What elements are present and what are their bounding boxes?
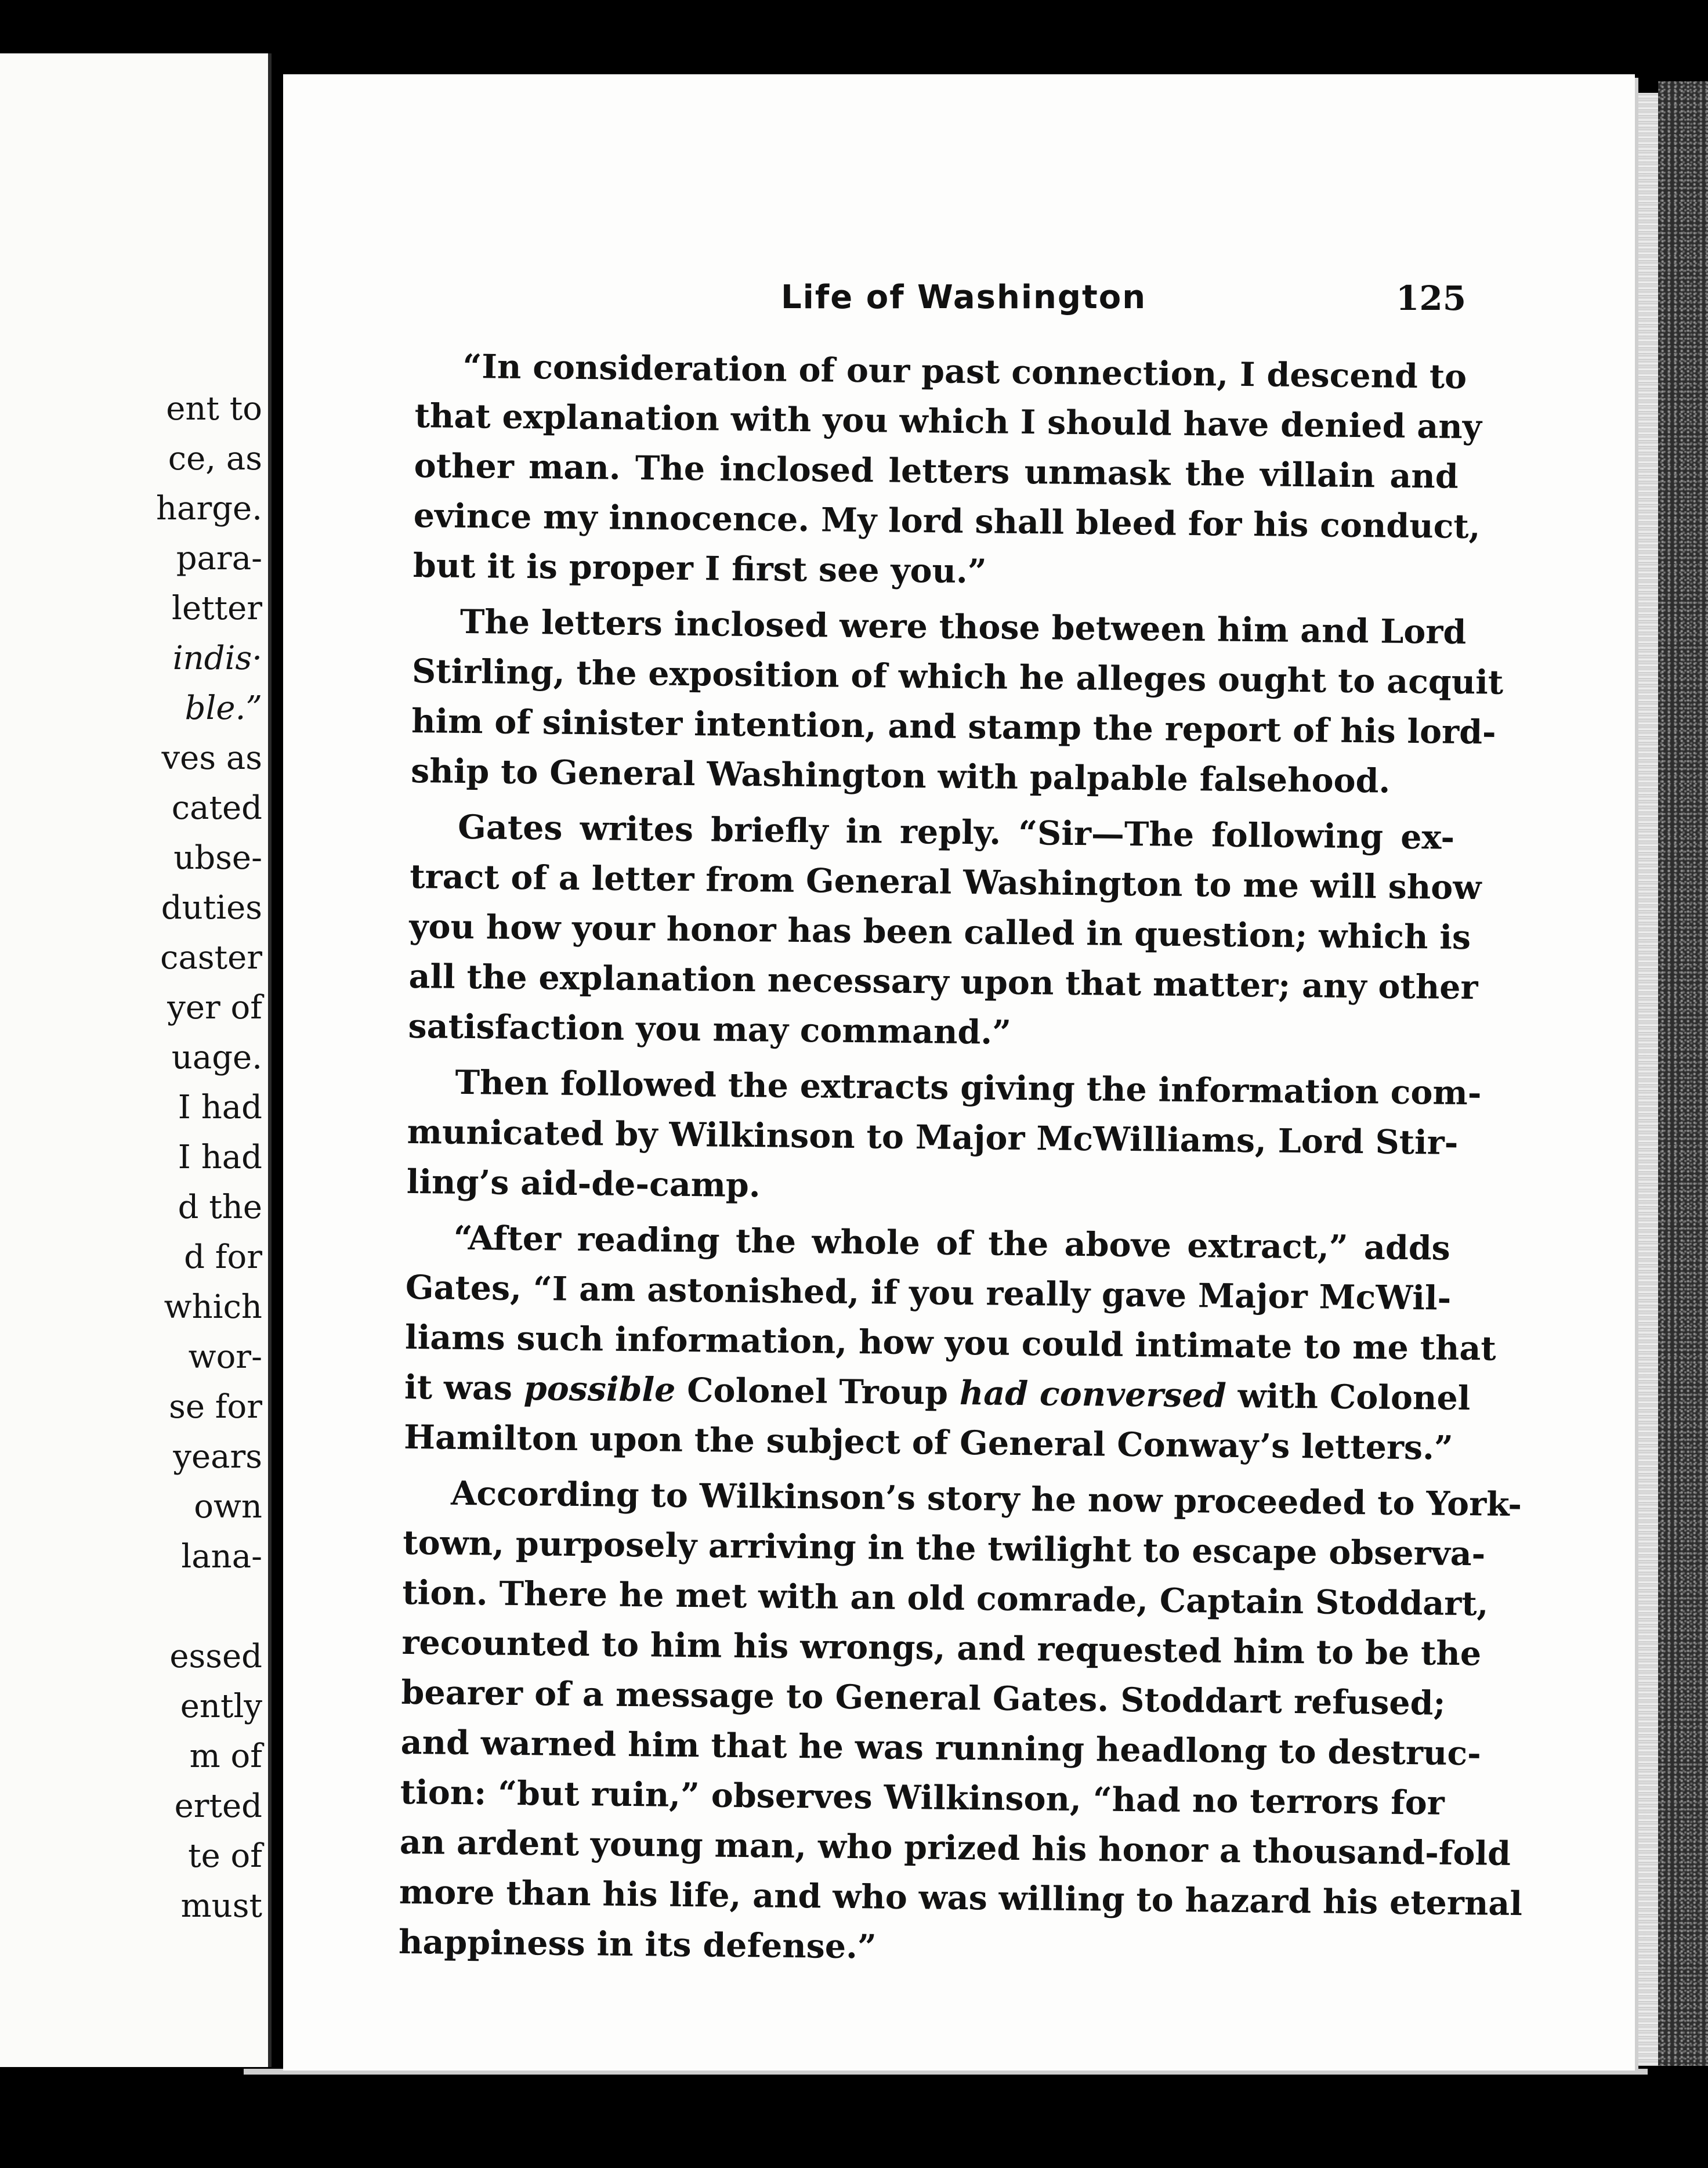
left-page-line: indis·	[172, 639, 262, 677]
left-page-line: m of	[189, 1737, 262, 1775]
left-page-line: I had	[178, 1139, 262, 1176]
text-line: The letters inclosed were those between him and Lord	[459, 602, 1467, 652]
text-line: and warned him that he was running headlong to destruc-	[400, 1722, 1482, 1773]
text-line: happiness in its defense.”	[398, 1922, 877, 1967]
book-page	[283, 74, 1635, 2071]
left-page-text	[88, 384, 268, 1931]
page-number: 125	[1396, 279, 1467, 318]
text-line: Gates writes briefly in reply. “Sir—The following ex-	[457, 807, 1455, 857]
left-page-line: wor-	[188, 1338, 262, 1376]
text-line: According to Wilkinson’s story he now proceeded to York-	[450, 1473, 1522, 1524]
left-page-line: ves as	[161, 739, 262, 777]
left-page-line: harge.	[155, 490, 262, 527]
text-line: all the explanation necessary upon that matter; any other	[408, 956, 1478, 1007]
left-page-line: caster	[160, 939, 262, 977]
text-line: Then followed the extracts giving the information com-	[455, 1063, 1482, 1113]
running-head	[283, 266, 1635, 335]
text-line: Gates, “I am astonished, if you really gave Major McWil-	[405, 1267, 1452, 1318]
text-line: that explanation with you which I should have denied any	[414, 396, 1482, 447]
left-page-line: erted	[174, 1787, 262, 1825]
left-page-line: d for	[184, 1238, 262, 1276]
text-line: tion: “but ruin,” observes Wilkinson, “had no terrors for	[400, 1772, 1445, 1823]
page-stack-edge	[1635, 93, 1658, 2066]
text-line: you how your honor has been called in question; which is	[409, 906, 1471, 957]
text-line: him of sinister intention, and stamp the report of his lord-	[411, 701, 1497, 752]
body-text	[398, 341, 1523, 1978]
left-page-line: ent to	[166, 390, 262, 428]
text-line: Hamilton upon the subject of General Conway’s letters.”	[403, 1417, 1454, 1468]
text-line: Stirling, the exposition of which he alleges ought to acquit	[411, 651, 1504, 702]
left-page-line: yer of	[167, 989, 262, 1027]
left-page-line: lana-	[181, 1538, 262, 1576]
left-page-line: para-	[176, 540, 262, 577]
left-page-line: cated	[171, 789, 262, 827]
left-page-line: ubse-	[173, 839, 262, 877]
left-page-line: d the	[178, 1188, 262, 1226]
left-page-line: letter	[172, 590, 262, 627]
running-title: Life of Washington	[781, 279, 1147, 316]
left-page-line	[88, 1582, 268, 1632]
left-page-line: essed	[169, 1638, 262, 1675]
left-page-line: years	[173, 1438, 262, 1476]
text-line: other man. The inclosed letters unmask the villain and	[414, 446, 1459, 496]
text-line: tion. There he met with an old comrade, Captain Stoddart,	[402, 1573, 1489, 1624]
text-line: satisfaction you may command.”	[408, 1006, 1012, 1052]
left-page-line: duties	[161, 889, 262, 927]
text-line: town, purposely arriving in the twilight to escape observa-	[402, 1523, 1486, 1574]
text-run: Colonel Troup	[675, 1370, 960, 1412]
text-line: “After reading the whole of the above extract,” adds	[453, 1218, 1451, 1268]
text-line: evince my innocence. My lord shall bleed for his conduct,	[413, 496, 1481, 547]
text-line: bearer of a message to General Gates. Stoddart refused;	[401, 1672, 1446, 1723]
text-line: but it is proper I first see you.”	[412, 545, 987, 591]
text-line: liams such information, how you could intimate to me that	[404, 1317, 1497, 1368]
left-page-line: ble.”	[184, 689, 262, 727]
left-page-line: se for	[169, 1388, 262, 1426]
text-line: ship to General Washington with palpable falsehood.	[410, 751, 1391, 801]
scan-border	[1658, 81, 1708, 2066]
left-page-line: I had	[178, 1089, 262, 1126]
italic-run: possible	[523, 1369, 676, 1410]
text-run: with Colonel	[1226, 1376, 1471, 1418]
text-line: “In consideration of our past connection, I descend to	[462, 346, 1467, 396]
left-page-line: ently	[180, 1688, 262, 1725]
left-page-line: must	[180, 1887, 262, 1925]
left-page-line: own	[194, 1488, 262, 1526]
left-page-line: te of	[188, 1837, 262, 1875]
text-line: ling’s aid-de-camp.	[406, 1162, 761, 1205]
text-line: recounted to him his wrongs, and requested him to be the	[401, 1623, 1482, 1674]
left-page-line: ce, as	[168, 440, 262, 478]
text-line: municated by Wilkinson to Major McWilliams, Lord Stir-	[407, 1112, 1459, 1162]
text-line: an ardent young man, who prized his honor a thousand-fold	[399, 1822, 1511, 1873]
left-page-line: which	[164, 1288, 262, 1326]
text-line: more than his life, and who was willing to hazard his eternal	[399, 1872, 1523, 1924]
left-page-line: uage.	[171, 1039, 262, 1076]
text-run: it was	[404, 1367, 524, 1408]
left-facing-page	[0, 53, 272, 2067]
italic-run: had conversed	[959, 1373, 1227, 1415]
text-line: tract of a letter from General Washington to me will show	[409, 857, 1482, 908]
